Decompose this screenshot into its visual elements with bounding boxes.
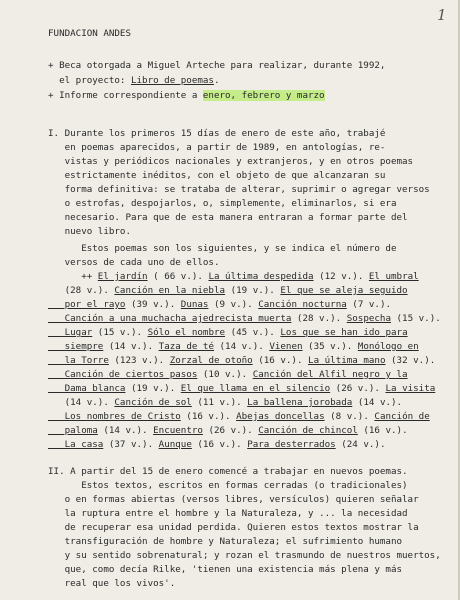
section2-line: y su sentido sobrenatural; y rozan el trasmundo de nuestros muertos, bbox=[48, 550, 441, 561]
poem-list-line: (28 v.). Canción en la niebla (19 v.). El que se aleja seguido bbox=[48, 285, 408, 296]
poems-intro-line: versos de cada uno de ellos. bbox=[48, 257, 220, 268]
section2-line: transfiguración de hombre y Naturaleza; el sufrimiento humano bbox=[48, 536, 403, 547]
org-title: FUNDACION ANDES bbox=[48, 28, 131, 39]
section2-line: II. A partir del 15 de enero comencé a trabajar en nuevos poemas. bbox=[48, 466, 408, 477]
bullet-project: el proyecto: Libro de poemas. bbox=[48, 75, 220, 86]
section1-line: I. Durante los primeros 15 días de enero de este año, trabajé bbox=[48, 128, 386, 139]
bullet-report: + Informe correspondiente a enero, febrero y marzo bbox=[48, 90, 325, 101]
section2-line: o en formas abiertas (versos libres, versículos) quieren señalar bbox=[48, 494, 419, 505]
project-title: Libro de poemas bbox=[130, 75, 214, 86]
section1-line: en poemas aparecidos, a partir de 1989, en antologías, re- bbox=[48, 142, 386, 153]
section2-line: real que los vivos'. bbox=[48, 578, 176, 589]
highlighted-period: enero, febrero y marzo bbox=[202, 90, 325, 101]
poem-list-line: la Torre (123 v.). Zorzal de otoño (16 v.). La última mano (32 v.). bbox=[48, 355, 436, 366]
poem-list-line: por el rayo (39 v.). Dunas (9 v.). Canción nocturna (7 v.). bbox=[48, 299, 392, 310]
section1-line: forma definitiva: se trataba de alterar, suprimir o agregar versos bbox=[48, 184, 430, 195]
poems-intro-line: Estos poemas son los siguientes, y se indica el número de bbox=[48, 243, 397, 254]
section1-line: necesario. Para que de esta manera entraran a formar parte del bbox=[48, 212, 408, 223]
section1-line: vistas y periódicos nacionales y extranjeros, y en otros poemas bbox=[48, 156, 414, 167]
poem-list-line: paloma (14 v.). Encuentro (26 v.). Canción de chincol (16 v.). bbox=[48, 425, 408, 436]
poem-list-line: (14 v.). Canción de sol (11 v.). La ballena jorobada (14 v.). bbox=[48, 397, 403, 408]
poem-list-line: Dama blanca (19 v.). El que llama en el silencio (26 v.). La visita bbox=[48, 383, 436, 394]
section2-line: de recuperar esa unidad perdida. Quieren estos textos mostrar la bbox=[48, 522, 419, 533]
section2-line: Estos textos, escritos en formas cerradas (o tradicionales) bbox=[48, 480, 408, 491]
poem-list-line: ++ El jardín ( 66 v.). La última despedida (12 v.). El umbral bbox=[48, 271, 419, 282]
poem-list-line: siempre (14 v.). Taza de té (14 v.). Vienen (35 v.). Monólogo en bbox=[48, 341, 419, 352]
bullet-grant: + Beca otorgada a Miguel Arteche para realizar, durante 1992, bbox=[48, 60, 386, 71]
section2-line: que, como decía Rilke, 'tienen una existencia más plena y más bbox=[48, 564, 403, 575]
page-number: 1 bbox=[437, 6, 447, 24]
section1-line: estrictamente inéditos, con el objeto de que alcanzaran su bbox=[48, 170, 386, 181]
section2-line: la ruptura entre el hombre y la Naturaleza, y ... la necesidad bbox=[48, 508, 408, 519]
poem-list-line: Los nombres de Cristo (16 v.). Abejas doncellas (8 v.). Canción de bbox=[48, 411, 430, 422]
section1-line: o estrofas, despojarlos, o, simplemente, eliminarlos, si era bbox=[48, 198, 397, 209]
section1-line: nuevo libro. bbox=[48, 226, 131, 237]
poem-list-line: Lugar (15 v.). Sólo el nombre (45 v.). Los que se han ido para bbox=[48, 327, 408, 338]
poem-list-line: Canción de ciertos pasos (10 v.). Canción del Alfil negro y la bbox=[48, 369, 408, 380]
poem-list-line: La casa (37 v.). Aunque (16 v.). Para desterrados (24 v.). bbox=[48, 439, 386, 450]
poem-list-line: Canción a una muchacha ajedrecista muerta (28 v.). Sospecha (15 v.). bbox=[48, 313, 441, 324]
